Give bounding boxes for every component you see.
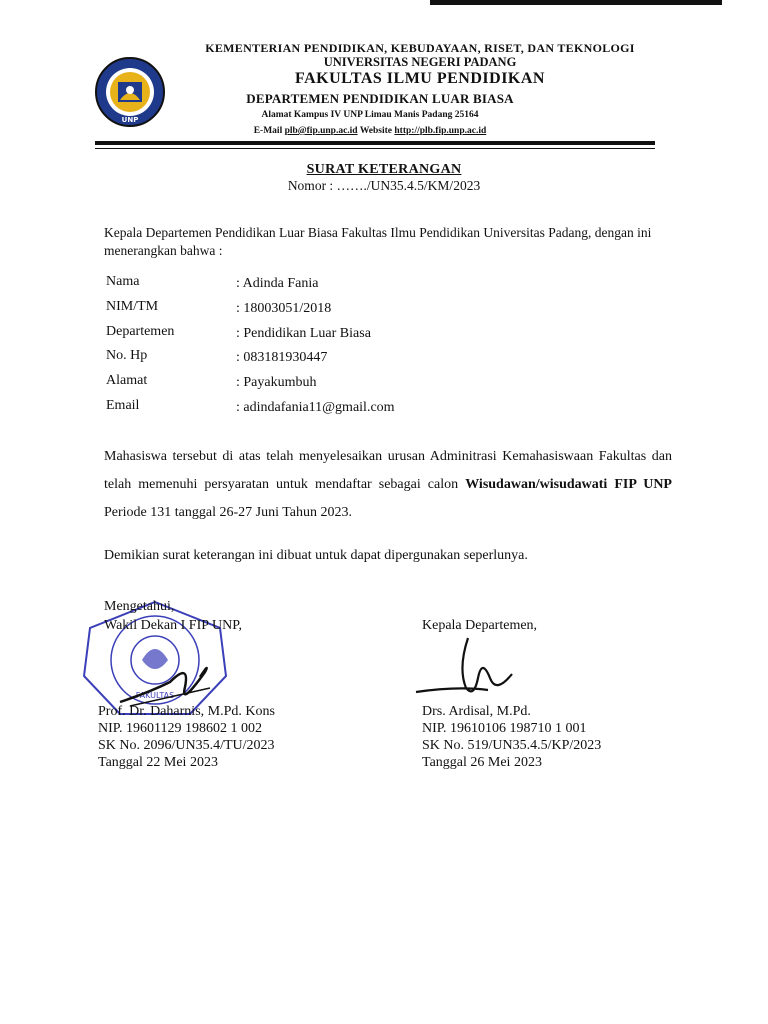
top-edge-bar — [430, 0, 722, 5]
department-name: DEPARTEMEN PENDIDIKAN LUAR BIASA — [246, 91, 514, 106]
signatory-left-nip: NIP. 19601129 198602 1 002 — [98, 721, 262, 736]
signatory-right-sk: SK No. 519/UN35.4.5/KP/2023 — [422, 738, 602, 753]
left-signature — [110, 632, 220, 712]
header-rule-thin — [95, 148, 655, 149]
address-line: Alamat Kampus IV UNP Limau Manis Padang 25164 — [261, 110, 479, 120]
signatory-right-date: Tanggal 26 Mei 2023 — [422, 755, 542, 770]
signatory-left-sk: SK No. 2096/UN35.4/TU/2023 — [98, 738, 275, 753]
logo-text: UNP — [121, 116, 139, 124]
statement-paragraph — [104, 443, 672, 527]
intro-paragraph: Kepala Departemen Pendidikan Luar Biasa Fakultas Ilmu Pendidikan Universitas Padang, dengan ini menerangkan bahwa : — [104, 225, 652, 258]
field-value-alamat: : Payakumbuh — [236, 375, 317, 390]
signatory-left-title: Wakil Dekan I FIP UNP, — [104, 618, 242, 633]
website-link[interactable]: http://plb.fip.unp.ac.id — [394, 126, 487, 136]
field-value-nama: : Adinda Fania — [236, 276, 319, 291]
university-name: UNIVERSITAS NEGERI PADANG — [323, 55, 517, 69]
faculty-name: FAKULTAS ILMU PENDIDIKAN — [295, 70, 545, 87]
field-value-nim: : 18003051/2018 — [236, 301, 332, 316]
website-label: Website — [359, 126, 393, 136]
field-label-hp: No. Hp — [106, 348, 148, 363]
right-signature — [408, 628, 528, 708]
header-rule-thick — [95, 141, 655, 145]
statement-part2: Periode 131 tanggal 26-27 Juni Tahun 2023. — [104, 505, 353, 520]
document-title: SURAT KETERANGAN — [306, 162, 462, 177]
field-label-nim: NIM/TM — [106, 299, 159, 314]
closing-sentence: Demikian surat keterangan ini dibuat untuk dapat dipergunakan seperlunya. — [104, 548, 528, 563]
field-label-email: Email — [106, 398, 140, 413]
document-number: Nomor : ……./UN35.4.5/KM/2023 — [287, 178, 481, 193]
signatory-right-title: Kepala Departemen, — [422, 618, 538, 633]
statement-bold: Wisudawan/wisudawati FIP UNP — [465, 477, 672, 492]
field-label-nama: Nama — [106, 274, 140, 289]
signatory-right-nip: NIP. 19610106 198710 1 001 — [422, 721, 587, 736]
signatory-left-date: Tanggal 22 Mei 2023 — [98, 755, 218, 770]
field-label-departemen: Departemen — [106, 324, 175, 339]
stamp-faculty: FAKULTAS — [135, 691, 175, 700]
ministry-name: KEMENTERIAN PENDIDIKAN, KEBUDAYAAN, RISET, DAN TEKNOLOGI — [205, 41, 635, 55]
field-value-email: : adindafania11@gmail.com — [236, 400, 395, 415]
statement-part1: Mahasiswa tersebut di atas telah menyelesaikan urusan Adminitrasi Kemahasiswaan Fakultas dan telah memenuhi persyaratan untuk mendaftar sebagai calon — [104, 449, 672, 492]
email-link[interactable]: plb@fip.unp.ac.id — [284, 126, 358, 136]
field-value-departemen: : Pendidikan Luar Biasa — [236, 326, 371, 341]
field-value-hp: : 083181930447 — [236, 350, 328, 365]
signatory-left-acknowledged: Mengetahui, — [104, 599, 175, 614]
email-label: E-Mail — [253, 126, 283, 136]
signatory-left-name: Prof. Dr. Daharnis, M.Pd. Kons — [98, 704, 275, 719]
signatory-right-name: Drs. Ardisal, M.Pd. — [422, 704, 531, 719]
contact-line — [80, 127, 660, 137]
field-label-alamat: Alamat — [106, 373, 148, 388]
